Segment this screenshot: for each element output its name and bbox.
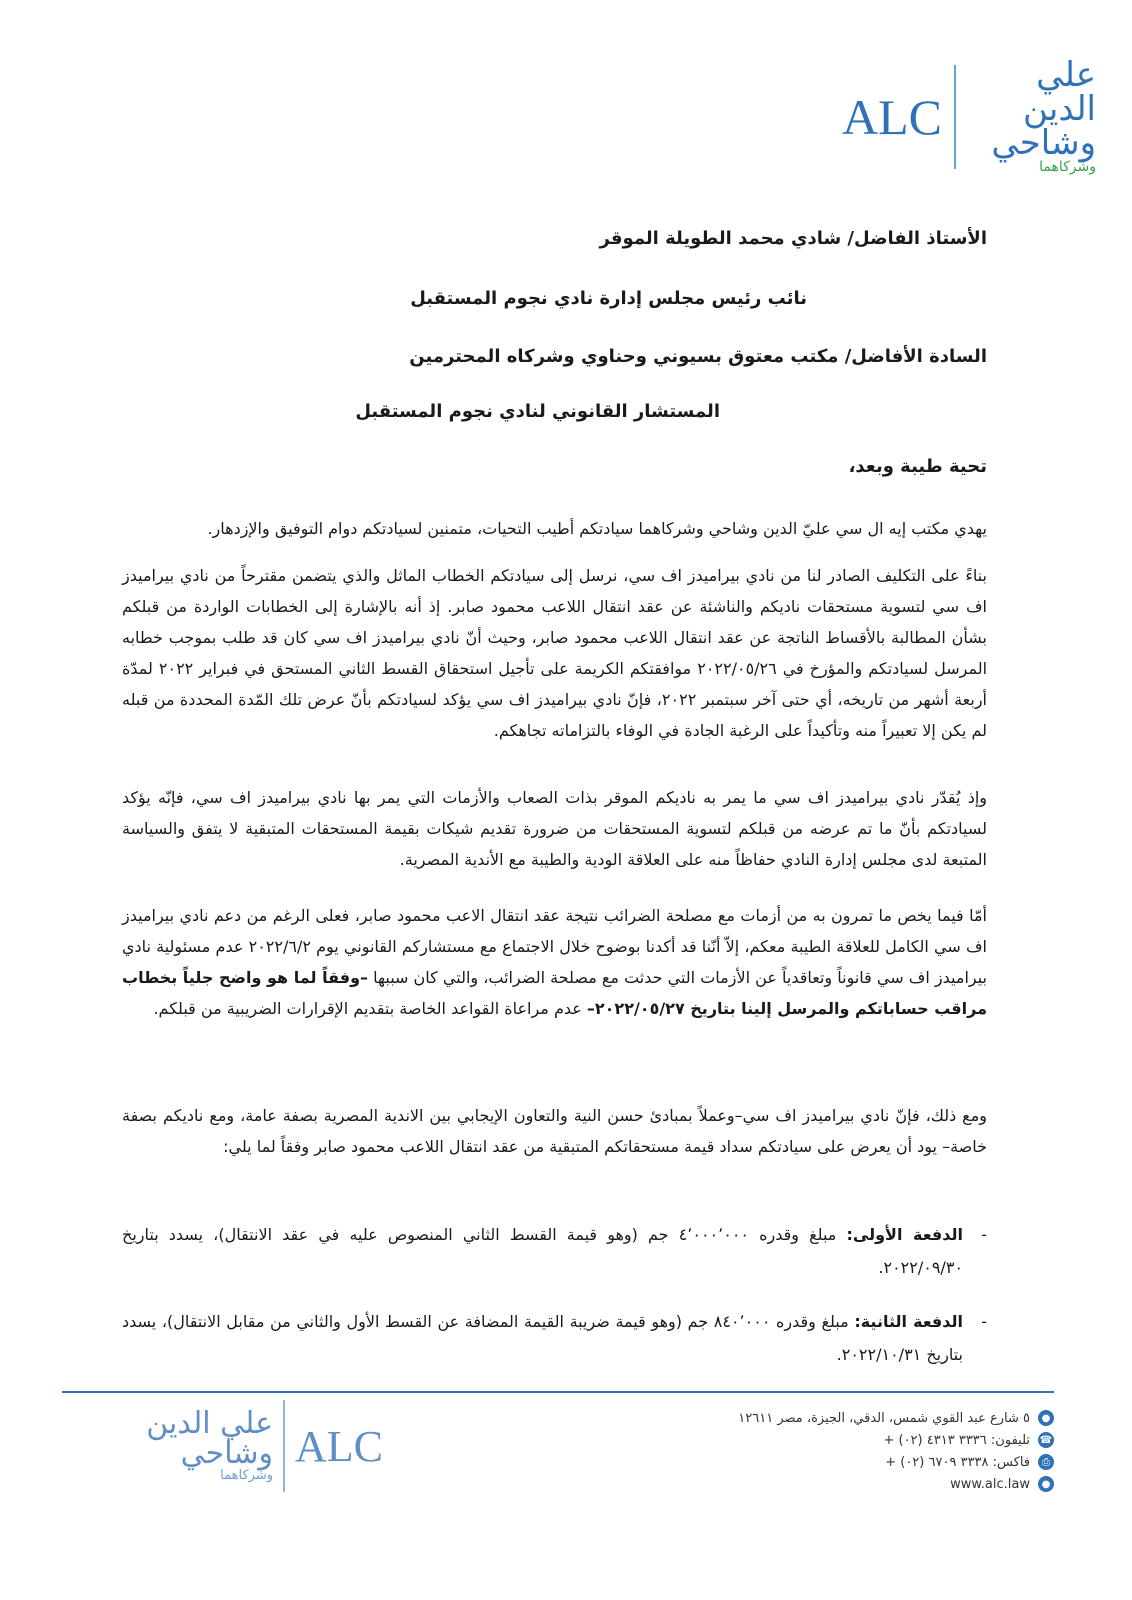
logo-divider <box>954 65 956 169</box>
paragraph-proposal: بناءً على التكليف الصادر لنا من نادي بيراميدز اف سي، نرسل إلى سيادتكم الخطاب الماثل والذي يتضمن مقترحاً من نادي بيراميدز اف سي لتسوية مستحقات ناديكم والناشئة عن عقد انتقال اللاعب محمود صابر. إذ أنه بالإشارة إلى الخطابات الواردة من قبلكم بشأن المطالبة بالأقساط الناتجة عن عقد انتقال اللاعب محمود صابر، وحيث أنّ نادي بيراميدز اف سي كان قد طلب بموجب خطابه المرسل لسيادتكم والمؤرخ في ٢٠٢٢/٠٥/٢٦ موافقتكم الكريمة على تأجيل استحقاق القسط الثاني المستحق في فبراير ٢٠٢٢ لمدّة أربعة أشهر من تاريخه، أي حتى آخر سبتمبر ٢٠٢٢، فإنّ نادي بيراميدز اف سي يؤكد لسيادتكم بأنّ عرض تلك المّدة المحددة من قبله لم يكن إلا تعبيراً منه وتأكيداً على الرغبة الجادة في الوفاء بالتزاماته تجاهكم. <box>122 566 988 740</box>
paragraph-offer: ومع ذلك، فإنّ نادي بيراميدز اف سي–وعملاً بمبادئ حسن النية والتعاون الإيجابي بين الاندية المصرية بصفة عامة، ومع ناديكم بصفة خاصة– يود أن يعرض على سيادتكم سداد قيمة مستحقاتكم المتبقية من عقد انتقال اللاعب محمود صابر وفقاً لما يلي: <box>122 1106 987 1156</box>
bullet-dash: - <box>981 1225 987 1244</box>
greeting: تحية طيبة وبعد، <box>848 456 987 477</box>
logo-abbr: ALC <box>842 88 942 145</box>
footer-logo-name-line3: وشركاهما <box>220 1467 273 1483</box>
footer-logo-name-line1: علي الدين <box>146 1405 273 1441</box>
installment-text: مبلغ وقدره ٤٬٠٠٠٬٠٠٠ جم (وهو قيمة القسط الثاني المنصوص عليه في عقد الانتقال)، يسدد بتاريخ ٢٠٢٢/٠٩/٣٠. <box>122 1225 963 1277</box>
installment-second <box>122 1305 987 1371</box>
paragraph-appreciation: وإذ يُقدّر نادي بيراميدز اف سي ما يمر به ناديكم الموقر بذات الصعاب والأزمات التي يمر بها نادي بيراميدز اف سي، فإنّه يؤكد لسيادتكم بأنّ ما تم عرضه من قبلكم لتسوية المستحقات من ضرورة تقديم شيكات بقيمة المستحقات المتبقية لا يتفق والسياسة المتبعة لدى مجلس إدارة النادي حفاظاً منه على العلاقة الودية والطيبة مع الأندية المصرية. <box>122 788 987 869</box>
paragraph-tax-part1: أمّا فيما يخص ما تمرون به من أزمات مع مصلحة الضرائب نتيجة عقد انتقال الاعب محمود صابر، فعلى الرغم من دعم نادي بيراميدز اف سي الكامل للعلاقة الطيبة معكم، إلاّ أنّنا قد أكدنا بوضوح خلال الاجتماع مع مستشاركم القانوني يوم ٢٠٢٢/٦/٢ عدم مسئولية نادي بيراميدز اف سي قانوناً وتعاقدياً عن الأزمات التي حدثت مع مصلحة الضرائب، والتي كان سببها <box>122 906 988 987</box>
paragraph-intro: يهدي مكتب إيه ال سي عليّ الدين وشاحي وشركاهما سيادتكم أطيب التحيات، متمنين لسيادتكم دوام التوفيق والإزدهار. <box>207 519 987 538</box>
fax-label: فاكس: <box>992 1454 1030 1470</box>
location-pin-icon: ● <box>1038 1410 1054 1426</box>
logo-name-line1: علي الدين <box>1023 55 1096 129</box>
footer-logo-abbr: ALC <box>295 1421 383 1471</box>
paragraph-tax-bold: –وفقاً لما هو واضح جلياً بخطاب مراقب حساباتكم والمرسل إلينا بتاريخ ٢٠٢٢/٠٥/٢٧– <box>122 968 987 1018</box>
bullet-dash: - <box>981 1312 987 1331</box>
addressee-line-3: السادة الأفاضل/ مكتب معتوق بسيوني وحناوي وشركاه المحترمين <box>409 346 987 367</box>
installment-label: الدفعة الثانية: <box>854 1312 964 1331</box>
contact-address <box>694 1407 1054 1429</box>
phone-number[interactable]: + (٠٢) ٣٣٣٦ ٤٣١٣ <box>883 1432 987 1448</box>
footer-logo-divider <box>283 1400 285 1492</box>
footer-logo <box>128 1400 383 1492</box>
footer-contacts <box>694 1407 1054 1495</box>
contact-fax <box>694 1451 1054 1473</box>
fax-icon: ⎙ <box>1038 1454 1054 1470</box>
address-text: ٥ شارع عبد القوي شمس، الدقي، الجيزة، مصر ١٢٦١١ <box>738 1410 1030 1426</box>
globe-icon: ● <box>1038 1476 1054 1492</box>
phone-label: تليفون: <box>990 1432 1030 1448</box>
installment-label: الدفعة الأولى: <box>846 1225 963 1244</box>
addressee-line-4: المستشار القانوني لنادي نجوم المستقبل <box>355 401 720 422</box>
logo-name-line3: وشركاهما <box>1039 159 1096 175</box>
contact-website <box>694 1473 1054 1495</box>
installment-first <box>122 1218 987 1284</box>
logo-names <box>968 55 1096 175</box>
paragraph-tax <box>122 900 987 1024</box>
addressee-line-2: نائب رئيس مجلس إدارة نادي نجوم المستقبل <box>410 288 807 309</box>
phone-icon: ☎ <box>1038 1432 1054 1448</box>
fax-number: + (٠٢) ٣٣٣٨ ٦٧٠٩ <box>885 1454 989 1470</box>
website-link[interactable]: www.alc.law <box>950 1476 1030 1492</box>
footer-logo-name-line2: وشاحي <box>180 1435 273 1471</box>
logo-name-line2: وشاحي <box>991 123 1096 163</box>
installment-text: مبلغ وقدره ٨٤٠٬٠٠٠ جم (وهو قيمة ضريبة القيمة المضافة عن القسط الأول والثاني من مقابل الانتقال)، يسدد بتاريخ ٢٠٢٢/١٠/٣١. <box>122 1312 963 1364</box>
contact-phone <box>694 1429 1054 1451</box>
header-logo <box>842 55 1096 175</box>
addressee-line-1: الأستاذ الفاضل/ شادي محمد الطويلة الموقر <box>599 228 987 249</box>
footer-logo-names <box>128 1405 273 1483</box>
footer-divider <box>62 1391 1054 1393</box>
paragraph-tax-part2: عدم مراعاة القواعد الخاصة بتقديم الإقرارات الضريبية من قبلكم. <box>153 999 587 1018</box>
